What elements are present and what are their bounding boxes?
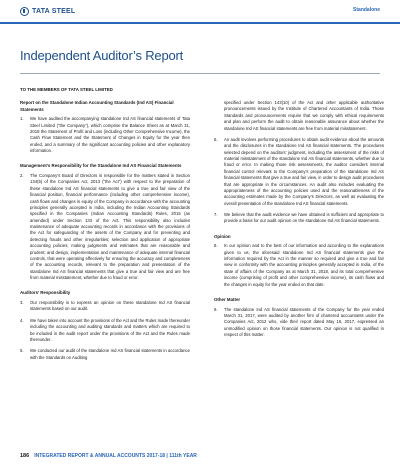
paragraph-number: 2. <box>20 173 24 179</box>
section-tag: Standalone <box>353 7 380 13</box>
paragraph-text: We conducted our audit of the standalone Ind AS financial statements in accordance with the Standards on Auditing <box>30 348 190 360</box>
paragraph-6 <box>214 137 384 207</box>
paragraph-number: 8. <box>214 243 218 249</box>
paragraph-number: 7. <box>214 212 218 217</box>
right-column <box>214 100 384 343</box>
page-number: 186 <box>20 453 30 459</box>
section-heading-auditors: Auditors’ Responsibility <box>20 290 71 296</box>
paragraph-5-continued <box>214 100 384 132</box>
recipient-line: TO THE MEMBERS OF TATA STEEL LIMITED <box>20 87 113 92</box>
tata-steel-logo <box>20 7 75 16</box>
paragraph-text: Our responsibility is to express an opinion on these standalone Ind AS financial statements based on our audit. <box>30 300 190 312</box>
header-divider <box>0 22 400 24</box>
section-heading-opinion: Opinion <box>214 233 231 239</box>
logo-text: TATA STEEL <box>32 8 76 15</box>
paragraph-5 <box>20 348 190 361</box>
paragraph-4 <box>20 318 190 344</box>
section-heading-report: Report on the Standalone Indian Accounting Standards (Ind AS) Financial Statements <box>20 100 174 112</box>
paragraph-7 <box>214 212 384 225</box>
paragraph-text: The Company’s Board of Directors is responsible for the matters stated in Section 134(5) of the Companies Act, 2013 (“the Act”) with respect to the preparation of these standalone Ind AS financial statements to give a true and fair view of the financial position, financial performance (including other comprehensive income), cash flows and changes in equity of the Company in accordance with the accounting principles generally accepted in India, including the Indian Accounting Standards specified in the Companies (Indian Accounting Standards) Rules, 2015 (as amended) under Section 133 of the Act. This responsibility also includes maintenance of adequate accounting records in accordance with the provisions of the Act for safeguarding of the assets of the Company and for preventing and detecting frauds and other irregularities; selection and application of appropriate accounting policies; making judgments and estimates that are reasonable and prudent; and design, implementation and maintenance of adequate internal financial controls, that were operating effectively for ensuring the accuracy and completeness of the accounting records, relevant to the preparation and presentation of the standalone Ind AS financial statements that give a true and fair view and are free from material misstatement, whether due to fraud or error. <box>30 173 190 281</box>
paragraph-8 <box>214 243 384 288</box>
section-heading-other-matter: Other Matter <box>214 296 241 302</box>
paragraph-number: 4. <box>20 317 24 323</box>
paragraph-text: We believe that the audit evidence we have obtained is sufficient and appropriate to provide a basis for our audit opinion on the standalone Ind AS financial statements. <box>224 212 384 224</box>
page-title: Independent Auditor’s Report <box>20 48 184 63</box>
paragraph-number: 1. <box>20 116 24 122</box>
section-heading-management: Management’s Responsibility for the Standalone Ind AS Financial Statements <box>20 163 182 169</box>
paragraph-1 <box>20 116 190 154</box>
page-footer <box>20 453 197 459</box>
title-divider <box>20 73 380 74</box>
paragraph-text: We have taken into account the provisions of the Act and the Rules made thereunder including the accounting and auditing standards and matters which are required to be included in the audit report under the provisions of the Act and the Rules made thereunder. <box>30 317 190 342</box>
paragraph-2 <box>20 173 190 281</box>
paragraph-text: An audit involves performing procedures to obtain audit evidence about the amounts and the disclosures in the standalone Ind AS financial statements. The procedures selected depend on the auditors’ judgment, including the assessment of the risks of material misstatement of the standalone Ind AS financial statements, whether due to fraud or error. In making those risk assessments, the auditor considers internal financial control relevant to the Company’s preparation of the standalone Ind AS financial statements that give a true and fair view, in order to design audit procedures that are appropriate in the circumstances. An audit also includes evaluating the appropriateness of the accounting policies used and the reasonableness of the accounting estimates made by the Company’s Directors, as well as evaluating the overall presentation of the standalone Ind AS financial statements. <box>224 136 384 206</box>
report-name: INTEGRATED REPORT & ANNUAL ACCOUNTS 2017-18 | 111th YEAR <box>34 453 197 459</box>
page-header <box>0 0 400 28</box>
paragraph-number: 5. <box>20 348 24 354</box>
paragraph-3 <box>20 300 190 313</box>
paragraph-number: 9. <box>214 306 218 312</box>
paragraph-number: 6. <box>214 136 218 142</box>
paragraph-text: specified under Section 143(10) of the Act and other applicable authoritative pronouncements issued by the Institute of Chartered Accountants of India. Those Standards and pronouncements require that we comply with ethical requirements and plan and perform the audit to obtain reasonable assurance about whether the standalone Ind AS financial statements are free from material misstatement. <box>224 100 384 131</box>
paragraph-text: In our opinion and to the best of our information and according to the explanations given to us, the aforesaid standalone Ind AS financial statements give the information required by the Act in the manner so required and give a true and fair view in conformity with the accounting principles generally accepted in India, of the state of affairs of the Company as at March 31, 2018, and its total comprehensive income (comprising of profit and other comprehensive income), its cash flows and the changes in equity for the year ended on that date. <box>224 243 384 287</box>
paragraph-text: We have audited the accompanying standalone Ind AS financial statements of Tata Steel Limited (“the Company”), which comprise the Balance Sheet as at March 31, 2018 the Statement of Profit and Loss (including Other Comprehensive Income), the Cash Flow Statement and the Statement of Changes in Equity for the year then ended, and a summary of the significant accounting policies and other explanatory information. <box>30 116 190 154</box>
paragraph-text: The standalone Ind AS financial statements of the Company for the year ended March 31, 2017, were audited by another firm of chartered accountants under the Companies Act, 2012 who, vide their report dated May 16, 2017, expressed an unmodified opinion on those financial statements. Our opinion is not qualified in respect of this matter. <box>224 306 384 338</box>
paragraph-number: 3. <box>20 300 24 306</box>
tata-logo-icon <box>20 7 29 16</box>
left-column <box>20 100 190 366</box>
paragraph-9 <box>214 307 384 339</box>
